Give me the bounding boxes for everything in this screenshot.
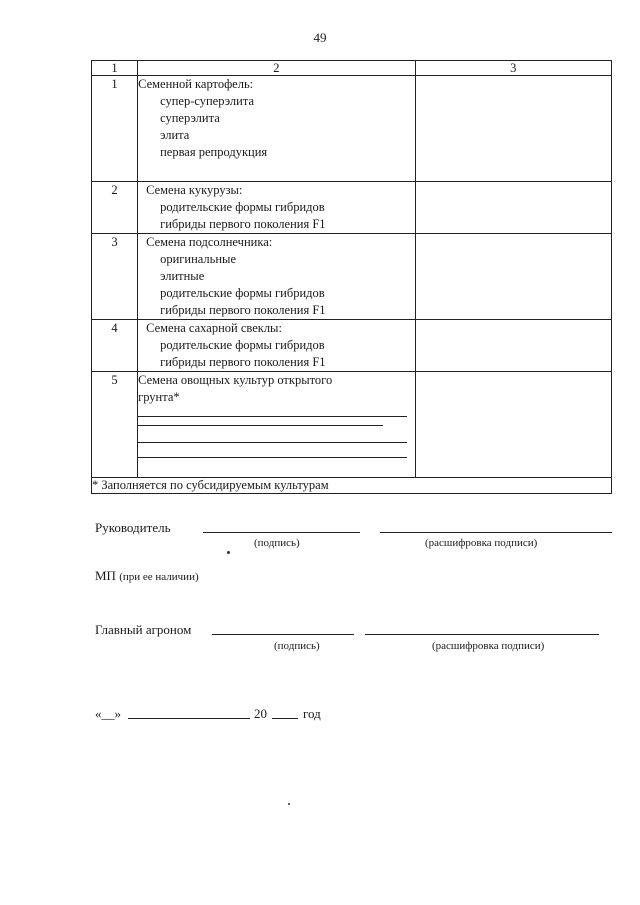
crop-subitem: родительские формы гибридов: [160, 286, 325, 300]
head-signature-line[interactable]: [203, 532, 360, 533]
crop-subitem: гибриды первого поколения F1: [160, 217, 326, 231]
head-label: Руководитель: [95, 520, 171, 535]
stamp-block: [95, 568, 199, 584]
crop-cell: [138, 182, 416, 234]
header-col-2: 2: [138, 61, 416, 76]
page-number: 49: [313, 30, 327, 45]
scan-dot: [288, 803, 290, 805]
crop-subitem: элитные: [160, 269, 205, 283]
fill-line[interactable]: [138, 416, 407, 417]
date-year-line[interactable]: [272, 718, 298, 719]
row-number: 3: [92, 234, 138, 320]
fill-line[interactable]: [138, 457, 407, 458]
agronomist-decoding-caption: (расшифровка подписи): [432, 640, 545, 652]
table-row: [92, 234, 612, 320]
agronomist-label: Главный агроном: [95, 622, 192, 637]
row-number: 5: [92, 372, 138, 478]
crop-cell: [138, 234, 416, 320]
value-cell[interactable]: [415, 234, 611, 320]
table-row: [92, 76, 612, 182]
crops-table: [91, 60, 612, 494]
fill-line[interactable]: [138, 442, 407, 443]
stamp-label: МП: [95, 568, 116, 583]
scan-dot: [227, 551, 230, 554]
row-number: 4: [92, 320, 138, 372]
crop-title: Семена кукурузы:: [146, 183, 243, 197]
crop-cell: [138, 320, 416, 372]
crop-subitem: первая репродукция: [160, 145, 268, 159]
date-month-line[interactable]: [128, 718, 250, 719]
value-cell[interactable]: [415, 76, 611, 182]
crop-cell: [138, 76, 416, 182]
crop-subitem: гибриды первого поколения F1: [160, 355, 326, 369]
agronomist-signature-line[interactable]: [212, 634, 354, 635]
date-year-suffix: год: [303, 706, 321, 721]
stamp-note: (при ее наличии): [119, 571, 199, 583]
fill-line[interactable]: [138, 425, 383, 426]
head-signature-caption: (подпись): [254, 537, 300, 549]
agronomist-signature-caption: (подпись): [274, 640, 320, 652]
date-day: «__»: [95, 706, 121, 721]
date-year-prefix: 20: [254, 706, 267, 721]
crop-subitem: оригинальные: [160, 252, 237, 266]
footnote-row: [92, 478, 612, 494]
crop-cell: [138, 372, 416, 478]
crop-subitem: суперэлита: [160, 111, 220, 125]
header-col-3: 3: [415, 61, 611, 76]
crop-subitem: супер-суперэлита: [160, 94, 255, 108]
table-row: [92, 372, 612, 478]
table-header-row: [92, 61, 612, 76]
agronomist-decoding-line[interactable]: [365, 634, 599, 635]
value-cell[interactable]: [415, 182, 611, 234]
row-number: 1: [92, 76, 138, 182]
head-decoding-line[interactable]: [380, 532, 612, 533]
table-row: [92, 320, 612, 372]
value-cell[interactable]: [415, 320, 611, 372]
head-decoding-caption: (расшифровка подписи): [425, 537, 538, 549]
crop-title: Семенной картофель:: [138, 77, 254, 91]
crop-subitem: элита: [160, 128, 190, 142]
crop-title: Семена овощных культур открытого грунта*: [138, 373, 333, 404]
crop-title: Семена подсолнечника:: [146, 235, 273, 249]
crop-subitem: родительские формы гибридов: [160, 200, 325, 214]
crop-subitem: гибриды первого поколения F1: [160, 303, 326, 317]
value-cell[interactable]: [415, 372, 611, 478]
header-col-1: 1: [92, 61, 138, 76]
crop-title: Семена сахарной свеклы:: [146, 321, 282, 335]
table-row: [92, 182, 612, 234]
footnote: * Заполняется по субсидируемым культурам: [92, 478, 612, 494]
crop-subitem: родительские формы гибридов: [160, 338, 325, 352]
row-number: 2: [92, 182, 138, 234]
